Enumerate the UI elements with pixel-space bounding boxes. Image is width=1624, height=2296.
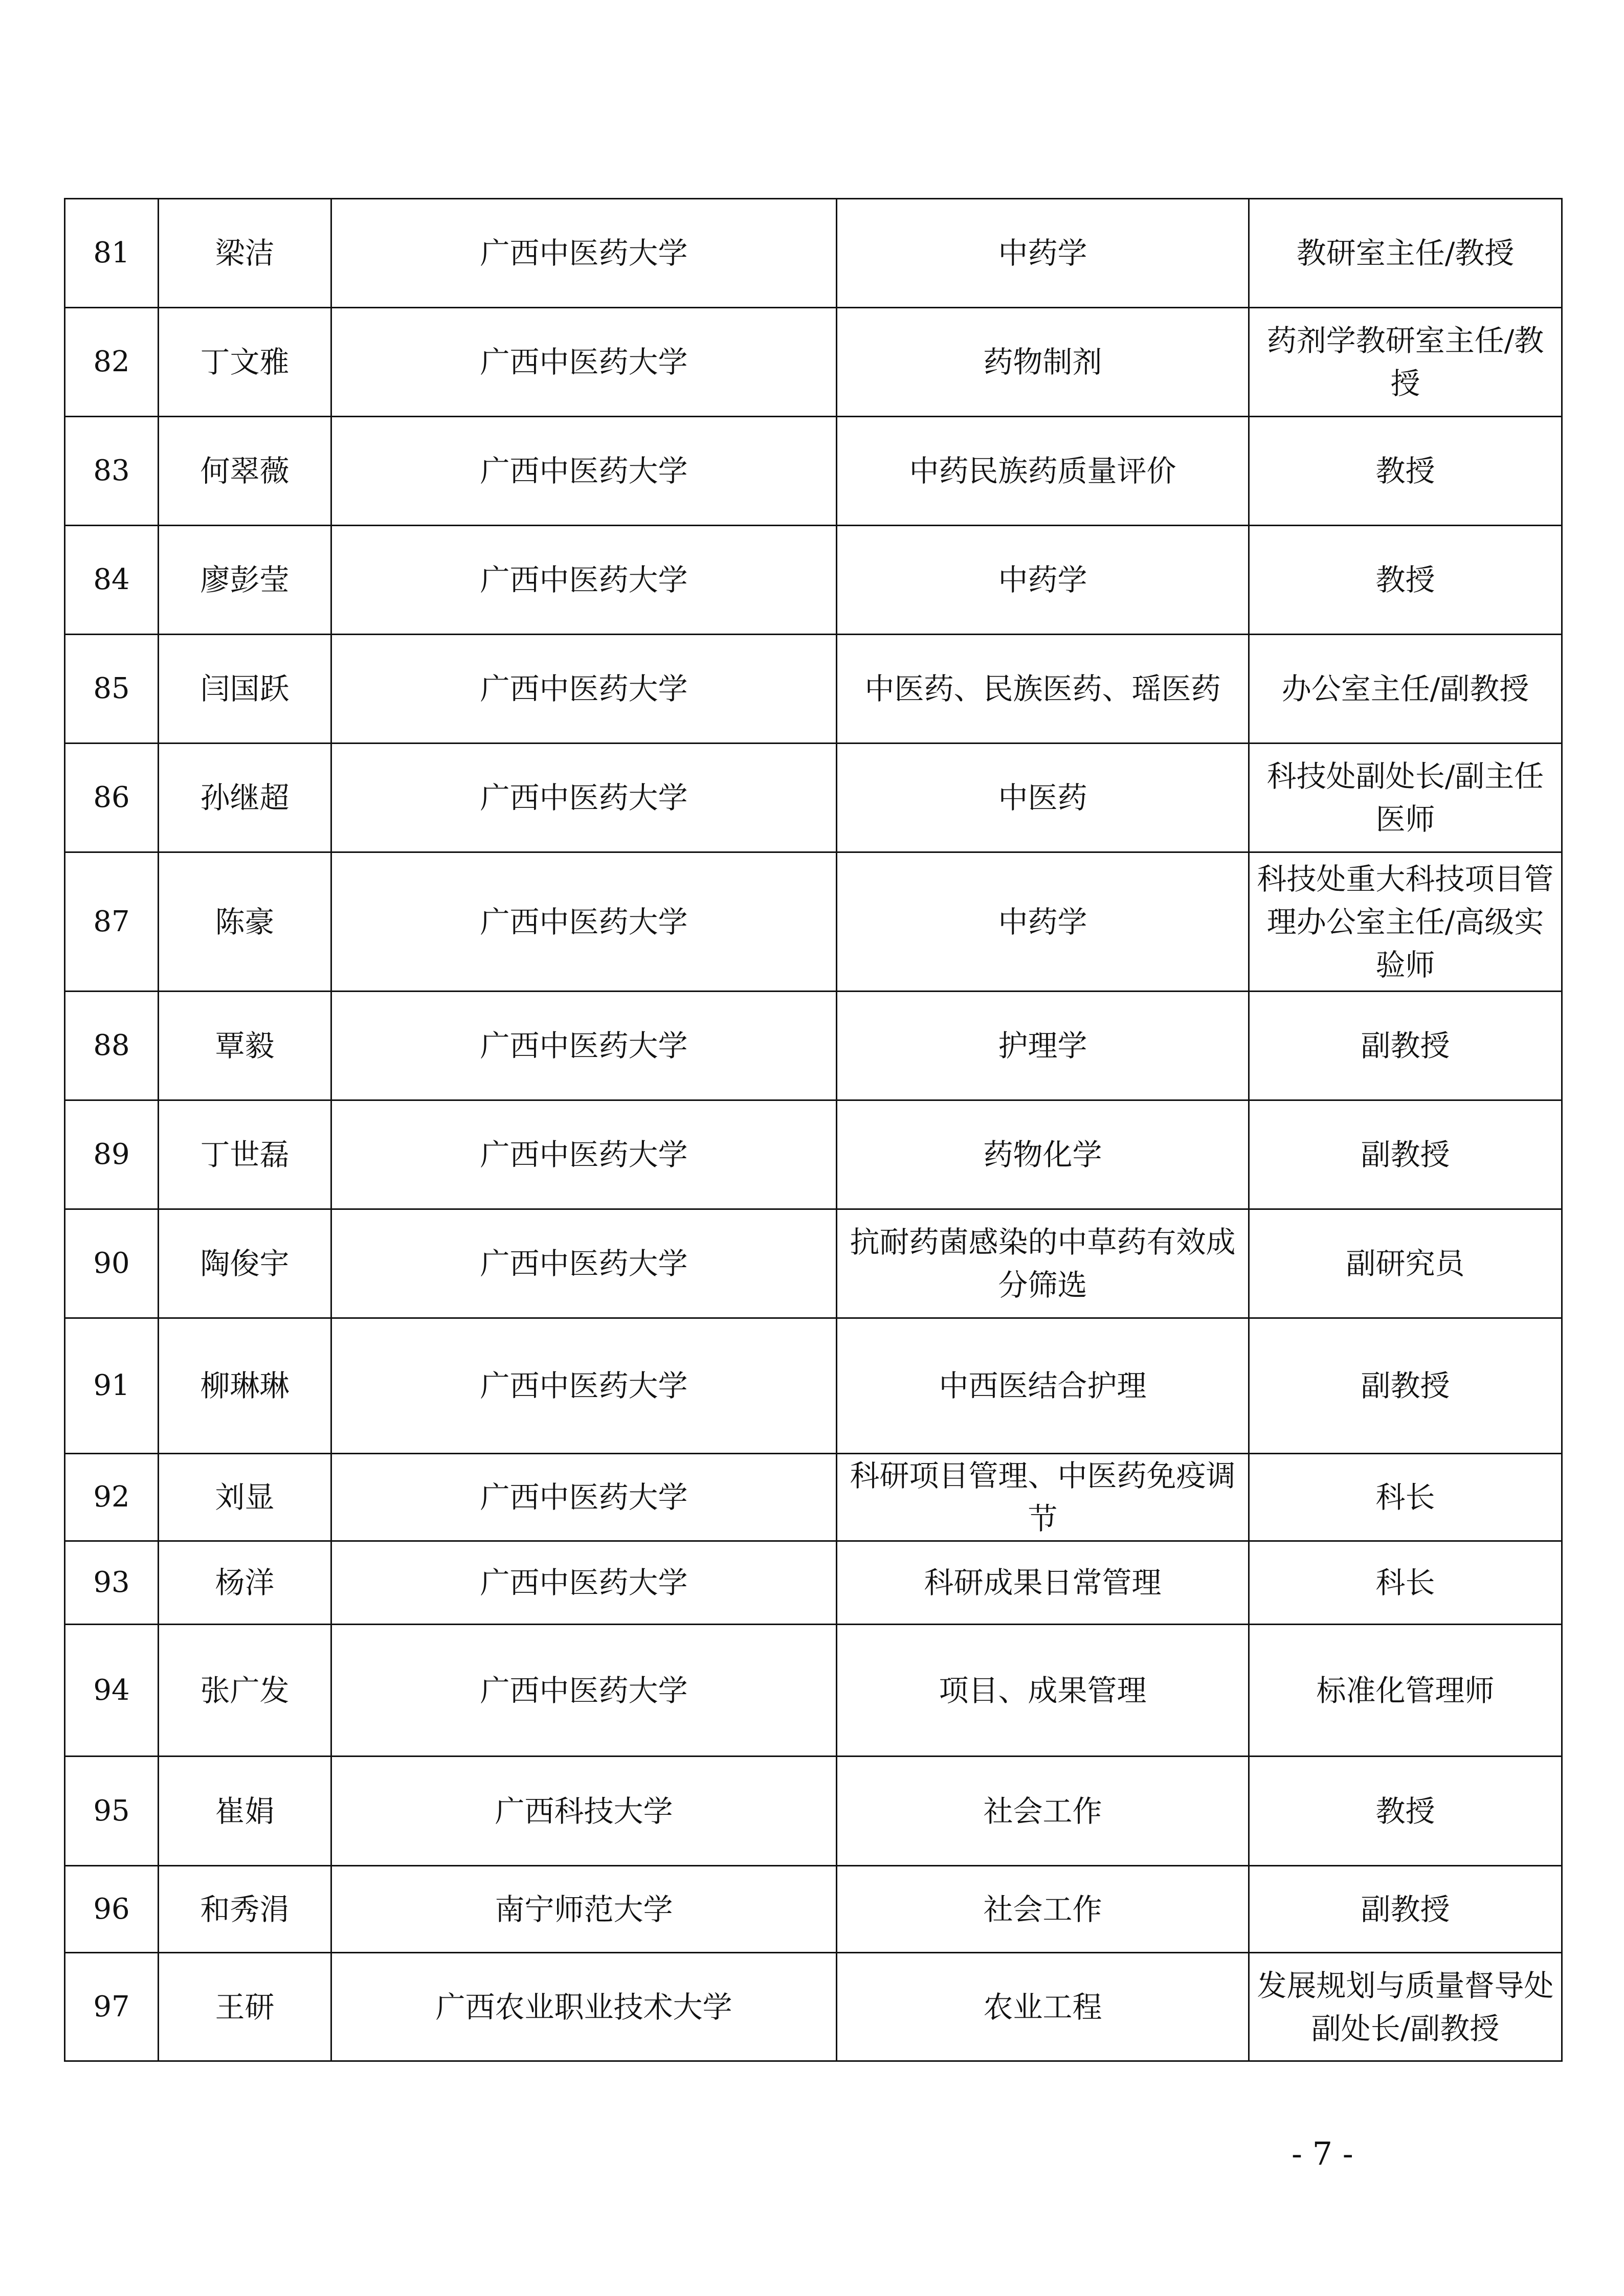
job-title-cell: 教授 xyxy=(1249,1757,1562,1866)
person-name-cell: 孙继超 xyxy=(159,744,331,852)
person-name-cell: 张广发 xyxy=(159,1625,331,1757)
row-number-cell: 97 xyxy=(65,1953,159,2061)
job-title-cell: 教授 xyxy=(1249,417,1562,526)
job-title-cell: 科技处重大科技项目管理办公室主任/高级实验师 xyxy=(1249,852,1562,992)
table-row xyxy=(65,417,1562,526)
row-number-cell: 96 xyxy=(65,1866,159,1953)
professional-field-cell: 护理学 xyxy=(837,992,1249,1100)
work-unit-cell: 广西中医药大学 xyxy=(331,1209,837,1318)
professional-field-cell: 项目、成果管理 xyxy=(837,1625,1249,1757)
job-title-cell: 办公室主任/副教授 xyxy=(1249,635,1562,744)
row-number-cell: 82 xyxy=(65,308,159,417)
table-row xyxy=(65,1625,1562,1757)
professional-field-cell: 药物化学 xyxy=(837,1100,1249,1209)
professional-field-cell: 科研成果日常管理 xyxy=(837,1541,1249,1625)
professional-field-cell: 中药学 xyxy=(837,526,1249,635)
person-name-cell: 刘显 xyxy=(159,1454,331,1541)
person-name-cell: 杨洋 xyxy=(159,1541,331,1625)
professional-field-cell: 社会工作 xyxy=(837,1866,1249,1953)
row-number-cell: 89 xyxy=(65,1100,159,1209)
row-number-cell: 86 xyxy=(65,744,159,852)
person-name-cell: 丁文雅 xyxy=(159,308,331,417)
work-unit-cell: 广西中医药大学 xyxy=(331,852,837,992)
row-number-cell: 88 xyxy=(65,992,159,1100)
job-title-cell: 副教授 xyxy=(1249,992,1562,1100)
table-row xyxy=(65,1757,1562,1866)
row-number-cell: 90 xyxy=(65,1209,159,1318)
person-name-cell: 和秀涓 xyxy=(159,1866,331,1953)
row-number-cell: 91 xyxy=(65,1318,159,1454)
person-name-cell: 梁洁 xyxy=(159,199,331,308)
work-unit-cell: 广西中医药大学 xyxy=(331,744,837,852)
work-unit-cell: 广西科技大学 xyxy=(331,1757,837,1866)
table-row xyxy=(65,1541,1562,1625)
professional-field-cell: 中医药 xyxy=(837,744,1249,852)
table-row xyxy=(65,1454,1562,1541)
row-number-cell: 92 xyxy=(65,1454,159,1541)
table-row xyxy=(65,1953,1562,2061)
work-unit-cell: 广西中医药大学 xyxy=(331,1625,837,1757)
person-name-cell: 陶俊宇 xyxy=(159,1209,331,1318)
job-title-cell: 科技处副处长/副主任医师 xyxy=(1249,744,1562,852)
job-title-cell: 药剂学教研室主任/教授 xyxy=(1249,308,1562,417)
work-unit-cell: 广西中医药大学 xyxy=(331,1100,837,1209)
work-unit-cell: 广西中医药大学 xyxy=(331,992,837,1100)
job-title-cell: 教研室主任/教授 xyxy=(1249,199,1562,308)
expert-table-body xyxy=(65,199,1562,2061)
table-row xyxy=(65,199,1562,308)
work-unit-cell: 广西农业职业技术大学 xyxy=(331,1953,837,2061)
work-unit-cell: 广西中医药大学 xyxy=(331,1454,837,1541)
job-title-cell: 副教授 xyxy=(1249,1866,1562,1953)
page-number: - 7 - xyxy=(1292,2135,1353,2172)
work-unit-cell: 广西中医药大学 xyxy=(331,526,837,635)
professional-field-cell: 中药学 xyxy=(837,199,1249,308)
table-row xyxy=(65,1100,1562,1209)
professional-field-cell: 科研项目管理、中医药免疫调节 xyxy=(837,1454,1249,1541)
job-title-cell: 科长 xyxy=(1249,1454,1562,1541)
row-number-cell: 93 xyxy=(65,1541,159,1625)
work-unit-cell: 广西中医药大学 xyxy=(331,417,837,526)
job-title-cell: 副研究员 xyxy=(1249,1209,1562,1318)
job-title-cell: 副教授 xyxy=(1249,1100,1562,1209)
job-title-cell: 科长 xyxy=(1249,1541,1562,1625)
person-name-cell: 覃毅 xyxy=(159,992,331,1100)
table-row xyxy=(65,852,1562,992)
row-number-cell: 81 xyxy=(65,199,159,308)
work-unit-cell: 广西中医药大学 xyxy=(331,308,837,417)
table-row xyxy=(65,1318,1562,1454)
job-title-cell: 教授 xyxy=(1249,526,1562,635)
person-name-cell: 廖彭莹 xyxy=(159,526,331,635)
person-name-cell: 王研 xyxy=(159,1953,331,2061)
table-row xyxy=(65,526,1562,635)
work-unit-cell: 南宁师范大学 xyxy=(331,1866,837,1953)
table-row xyxy=(65,635,1562,744)
work-unit-cell: 广西中医药大学 xyxy=(331,199,837,308)
professional-field-cell: 社会工作 xyxy=(837,1757,1249,1866)
job-title-cell: 标准化管理师 xyxy=(1249,1625,1562,1757)
table-row xyxy=(65,992,1562,1100)
row-number-cell: 87 xyxy=(65,852,159,992)
person-name-cell: 陈豪 xyxy=(159,852,331,992)
row-number-cell: 83 xyxy=(65,417,159,526)
person-name-cell: 柳琳琳 xyxy=(159,1318,331,1454)
person-name-cell: 丁世磊 xyxy=(159,1100,331,1209)
job-title-cell: 发展规划与质量督导处副处长/副教授 xyxy=(1249,1953,1562,2061)
table-row xyxy=(65,1866,1562,1953)
professional-field-cell: 农业工程 xyxy=(837,1953,1249,2061)
professional-field-cell: 中西医结合护理 xyxy=(837,1318,1249,1454)
professional-field-cell: 中医药、民族医药、瑶医药 xyxy=(837,635,1249,744)
professional-field-cell: 抗耐药菌感染的中草药有效成分筛选 xyxy=(837,1209,1249,1318)
work-unit-cell: 广西中医药大学 xyxy=(331,635,837,744)
person-name-cell: 崔娟 xyxy=(159,1757,331,1866)
row-number-cell: 95 xyxy=(65,1757,159,1866)
row-number-cell: 94 xyxy=(65,1625,159,1757)
work-unit-cell: 广西中医药大学 xyxy=(331,1318,837,1454)
table-row xyxy=(65,744,1562,852)
job-title-cell: 副教授 xyxy=(1249,1318,1562,1454)
professional-field-cell: 药物制剂 xyxy=(837,308,1249,417)
row-number-cell: 85 xyxy=(65,635,159,744)
professional-field-cell: 中药民族药质量评价 xyxy=(837,417,1249,526)
person-name-cell: 闫国跃 xyxy=(159,635,331,744)
expert-table xyxy=(64,198,1563,2062)
table-row xyxy=(65,1209,1562,1318)
row-number-cell: 84 xyxy=(65,526,159,635)
person-name-cell: 何翠薇 xyxy=(159,417,331,526)
work-unit-cell: 广西中医药大学 xyxy=(331,1541,837,1625)
table-row xyxy=(65,308,1562,417)
professional-field-cell: 中药学 xyxy=(837,852,1249,992)
